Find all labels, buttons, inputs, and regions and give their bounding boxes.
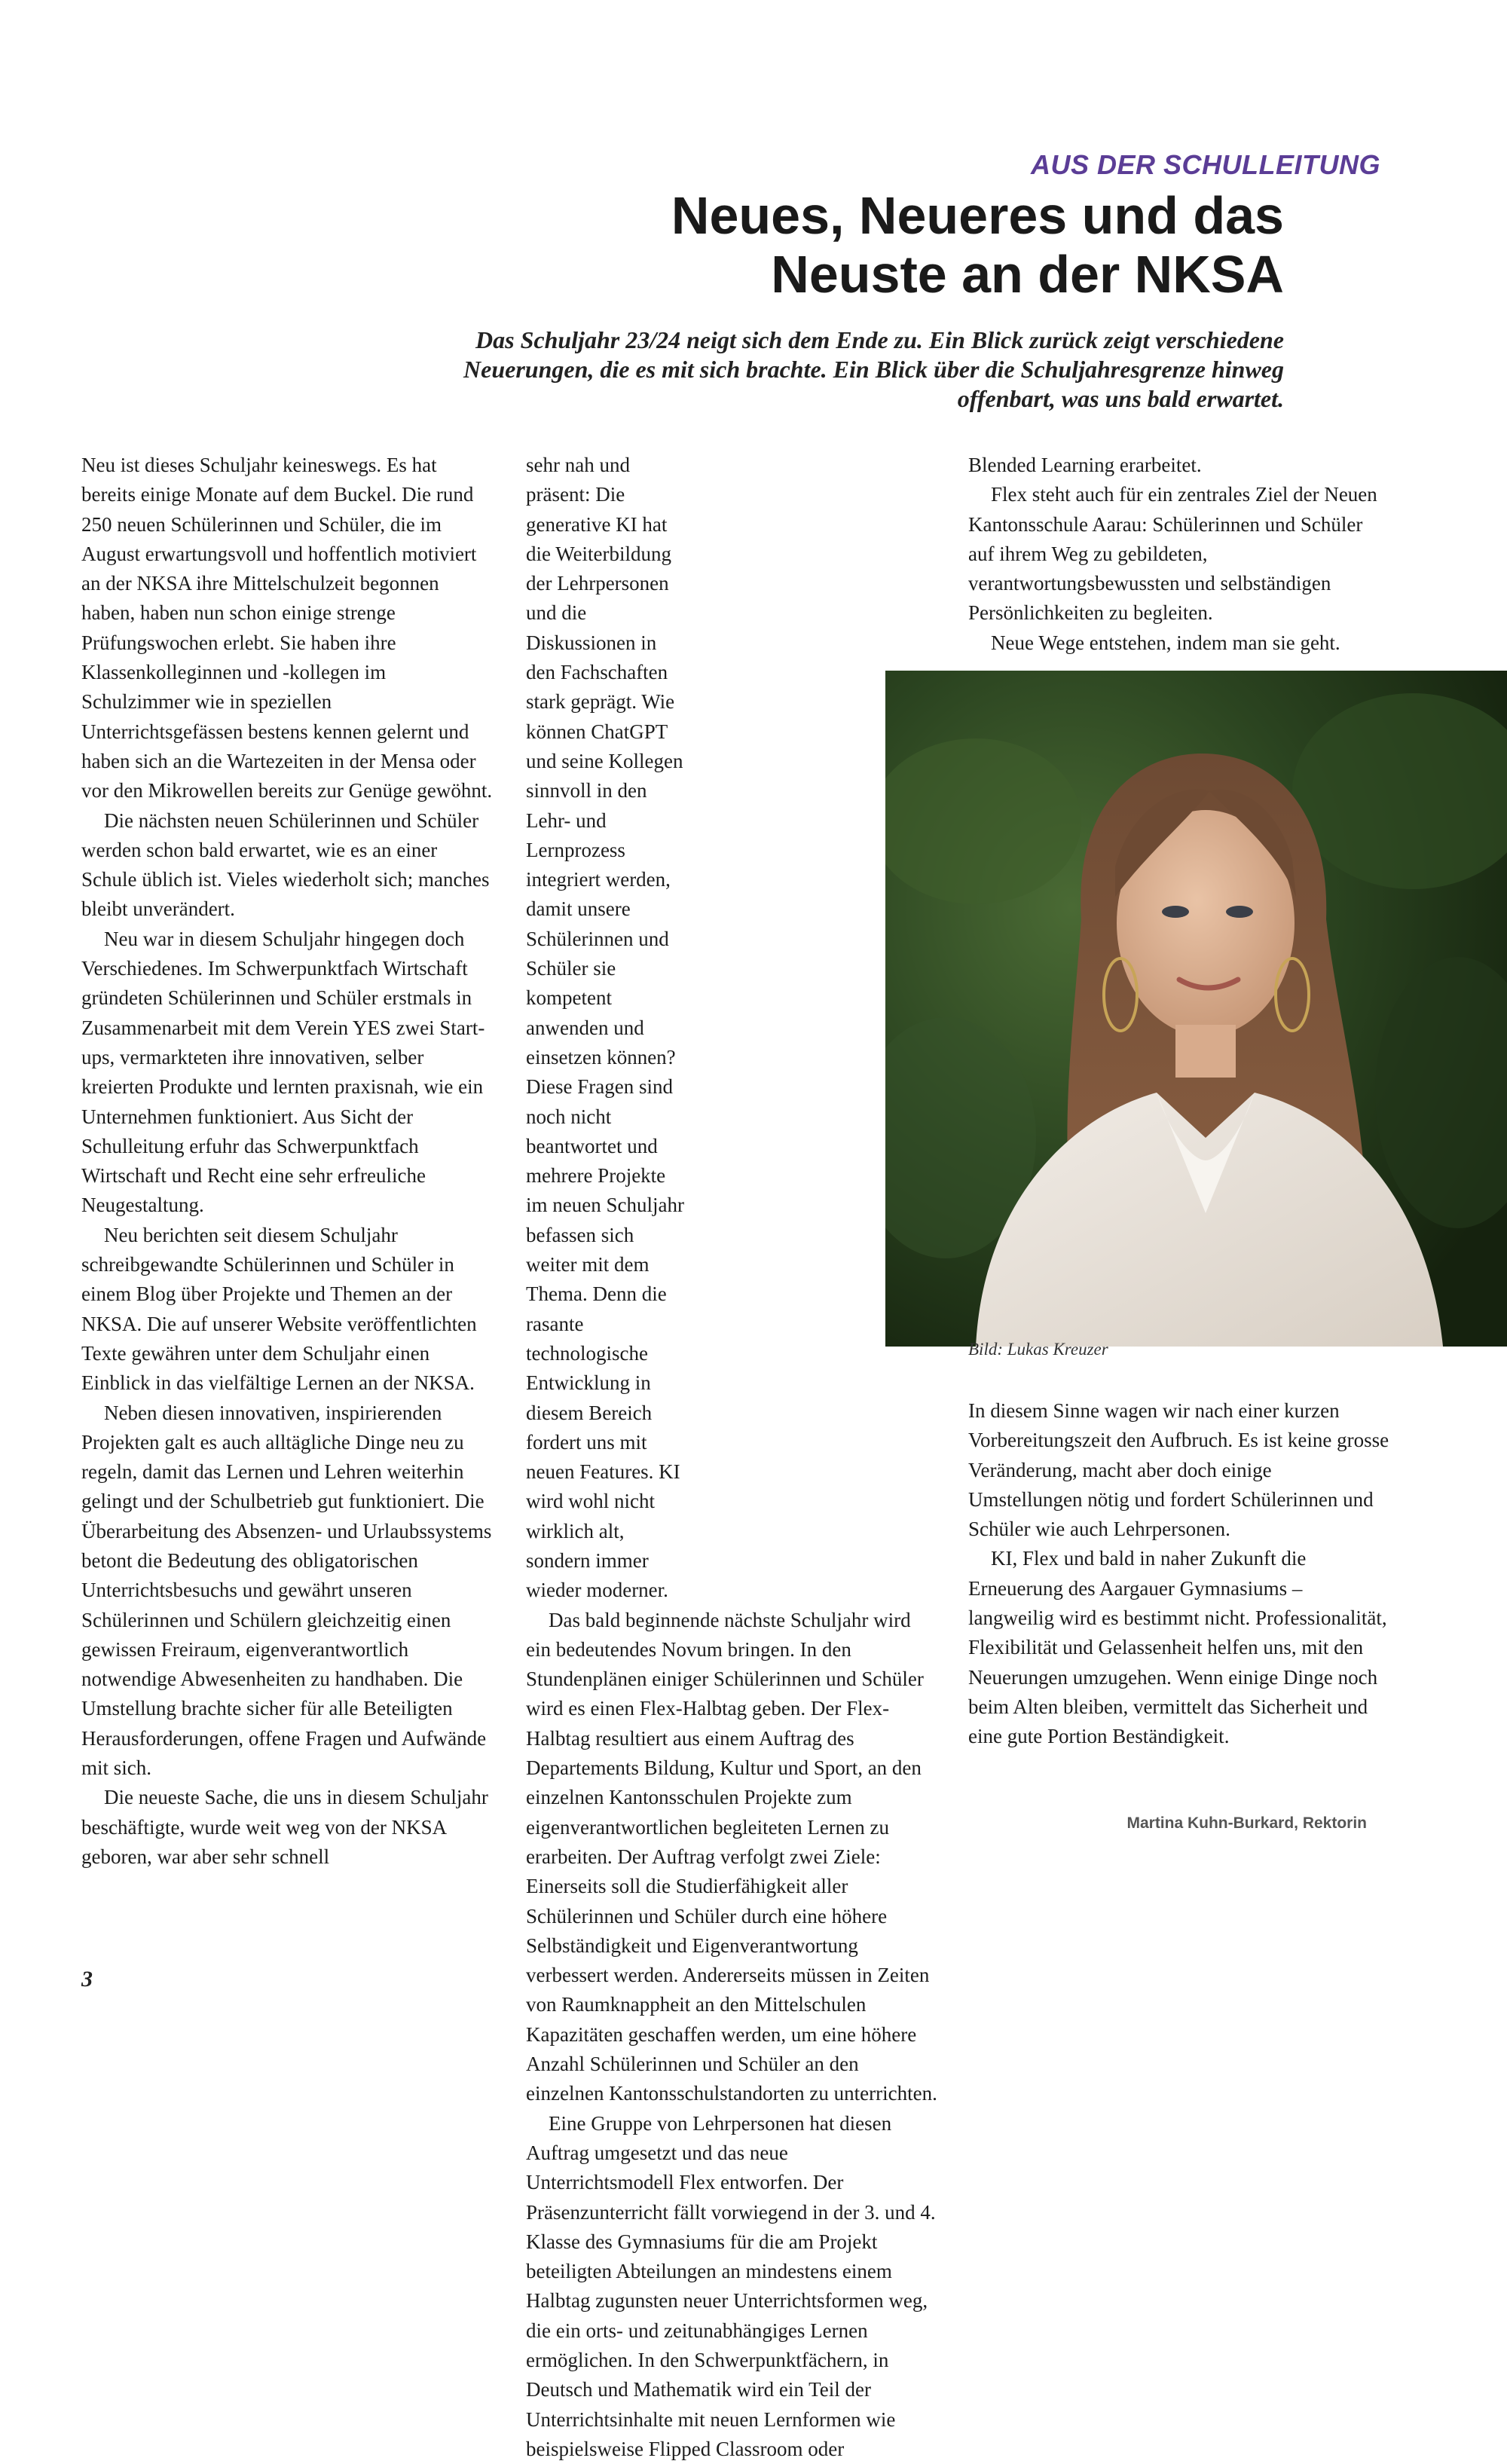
author-signature: Martina Kuhn-Burkard, Rektorin	[1126, 1814, 1367, 1832]
page-number: 3	[81, 1967, 93, 1992]
column-1-paragraph: Neben diesen innovativen, inspirierenden Projekten galt es auch alltägliche Dinge neu zu regeln, damit das Lernen und Lehren weiterhin gelingt und der Schulbetrieb gut funktioniert. Die Überarbeitung des Absenzen- und Urlaubssystems betont die Bedeutung des obligatorischen Unterrichtsbesuchs und gewährt unseren Schülerinnen und Schülern gleichzeitig einen gewissen Freiraum, eigenverantwortlich notwendige Abwesenheiten zu handhaben. Die Umstellung brachte sicher für alle Beteiligten Herausforderungen, offene Fragen und Aufwände mit sich.	[81, 1401, 492, 1780]
column-1-paragraph: Neu war in diesem Schuljahr hingegen doch Verschiedenes. Im Schwerpunktfach Wirtschaft gründeten Schülerinnen und Schüler erstmals in Zusammenarbeit mit dem Verein YES zwei Start-ups, vermarkteten ihre innovativen, selber kreierten Produkte und lernten praxisnah, wie ein Unternehmen funktioniert. Aus Sicht der Schulleitung erfuhr das Schwerpunktfach Wirtschaft und Recht eine sehr erfreuliche Neugestaltung.	[81, 927, 485, 1217]
column-1	[81, 451, 494, 1872]
column-2-paragraph: Das bald beginnende nächste Schuljahr wird ein bedeutendes Novum bringen. In den Stundenplänen einiger Schülerinnen und Schüler wird es einen Flex-Halbtag geben. Der Flex-Halbtag resultiert aus einem Auftrag des Departements Bildung, Kultur und Sport, an den einzelnen Kantonsschulen Projekte zum eigenverantwortlichen begleiteten Lernen zu erarbeiten. Der Auftrag verfolgt zwei Ziele: Einerseits soll die Studierfähigkeit aller Schülerinnen und Schüler durch eine höhere Selbständigkeit und Eigenverantwortung verbessert werden. Andererseits müssen in Zeiten von Raumknappheit an den Mittelschulen Kapazitäten geschaffen werden, um eine höhere Anzahl Schülerinnen und Schüler an den einzelnen Kantonsschulstandorten zu unterrichten.	[526, 1608, 937, 2105]
article-title	[304, 187, 1284, 304]
column-3-paragraph: In diesem Sinne wagen wir nach einer kurzen Vorbereitungszeit den Aufbruch. Es ist keine grosse Veränderung, macht aber doch einige Umstellungen nötig und fordert Schülerinnen und Schüler wie auch Lehrpersonen.	[968, 1399, 1389, 1541]
title-line-2: Neuste an der NKSA	[771, 244, 1284, 304]
column-3-paragraph: Neue Wege entstehen, indem man sie geht.	[991, 631, 1340, 654]
column-3-top	[968, 451, 1390, 658]
column-1-paragraph: Neu ist dieses Schuljahr keineswegs. Es hat bereits einige Monate auf dem Buckel. Die rund 250 neuen Schülerinnen und Schüler, die im August erwartungsvoll und hoffentlich motiviert an der NKSA ihre Mittelschulzeit begonnen haben, haben nun schon einige strenge Prüfungswochen erlebt. Sie haben ihre Klassenkolleginnen und -kollegen im Schulzimmer wie in speziellen Unterrichtsgefässen bestens kennen gelernt und haben sich an die Wartezeiten in der Mensa oder vor den Mikrowellen bereits zur Genüge gewöhnt.	[81, 454, 493, 802]
column-1-paragraph: Die neueste Sache, die uns in diesem Schuljahr beschäftigte, wurde weit weg von der NKSA geboren, war aber sehr schnell	[81, 1786, 488, 1868]
column-3-paragraph: KI, Flex und bald in naher Zukunft die Erneuerung des Aargauer Gymnasiums – langweilig wird es bestimmt nicht. Professionalität, Flexibilität und Gelassenheit helfen uns, mit den Neuerungen umzugehen. Wenn einige Dinge noch beim Alten bleiben, vermittelt das Sicherheit und eine gute Portion Beständigkeit.	[968, 1547, 1387, 1748]
column-2-paragraph: Eine Gruppe von Lehrpersonen hat diesen Auftrag umgesetzt und das neue Unterrichtsmodell Flex entworfen. Der Präsenzunterricht fällt vorwiegend in der 3. und 4. Klasse des Gymnasiums für die am Projekt beteiligten Abteilungen an mindestens einem Halbtag zugunsten neuer Unterrichtsformen weg, die ein orts- und zeitunabhängiges Lernen ermöglichen. In den Schwerpunktfächern, in Deutsch und Mathematik wird ein Teil der Unterrichtsinhalte mit neuen Lernformen wie beispielsweise Flipped Classroom oder	[526, 2111, 936, 2460]
title-line-1: Neues, Neueres und das	[671, 186, 1284, 245]
column-3-paragraph: Blended Learning erarbeitet.	[968, 454, 1202, 476]
column-3-bottom	[968, 1396, 1390, 1752]
portrait-photo	[885, 671, 1507, 1347]
portrait-illustration	[885, 671, 1507, 1347]
section-kicker: AUS DER SCHULLEITUNG	[1030, 149, 1380, 180]
column-1-paragraph: Neu berichten seit diesem Schuljahr schreibgewandte Schülerinnen und Schüler in einem Blog über Projekte und Themen an der NKSA. Die auf unserer Website veröffentlichten Texte gewähren unter dem Schuljahr einen Einblick in das vielfältige Lernen an der NKSA.	[81, 1223, 477, 1395]
article-lead: Das Schuljahr 23/24 neigt sich dem Ende zu. Ein Blick zurück zeigt verschiedene Neuerungen, die es mit sich brachte. Ein Blick über die Schuljahresgrenze hinweg offenbart, was uns bald erwartet.	[463, 326, 1284, 412]
column-3-paragraph: Flex steht auch für ein zentrales Ziel der Neuen Kantonsschule Aarau: Schülerinnen und Schüler auf ihrem Weg zu gebildeten, verantwortungsbewussten und selbständigen Persönlichkeiten zu begleiten.	[968, 483, 1377, 625]
column-1-paragraph: Die nächsten neuen Schülerinnen und Schüler werden schon bald erwartet, wie es an einer Schule üblich ist. Vieles wiederholt sich; manches bleibt unverändert.	[81, 809, 490, 921]
photo-caption: Bild: Lukas Kreuzer	[968, 1340, 1108, 1359]
column-2-paragraph: sehr nah und präsent: Die generative KI hat die Weiterbildung der Lehrpersonen und die Diskussionen in den Fachschaften stark geprägt. Wie können ChatGPT und seine Kollegen sinnvoll in den Lehr- und Lernprozess integriert werden, damit unsere Schülerinnen und Schüler sie kompetent anwenden und einsetzen können? Diese Fragen sind noch nicht beantwortet und mehrere Projekte im neuen Schuljahr befassen sich weiter mit dem Thema. Denn die rasante technologische Entwicklung in diesem Bereich fordert uns mit neuen Features. KI wird wohl nicht wirklich alt, sondern immer wieder moderner.	[526, 454, 684, 1602]
column-2	[526, 451, 939, 2464]
